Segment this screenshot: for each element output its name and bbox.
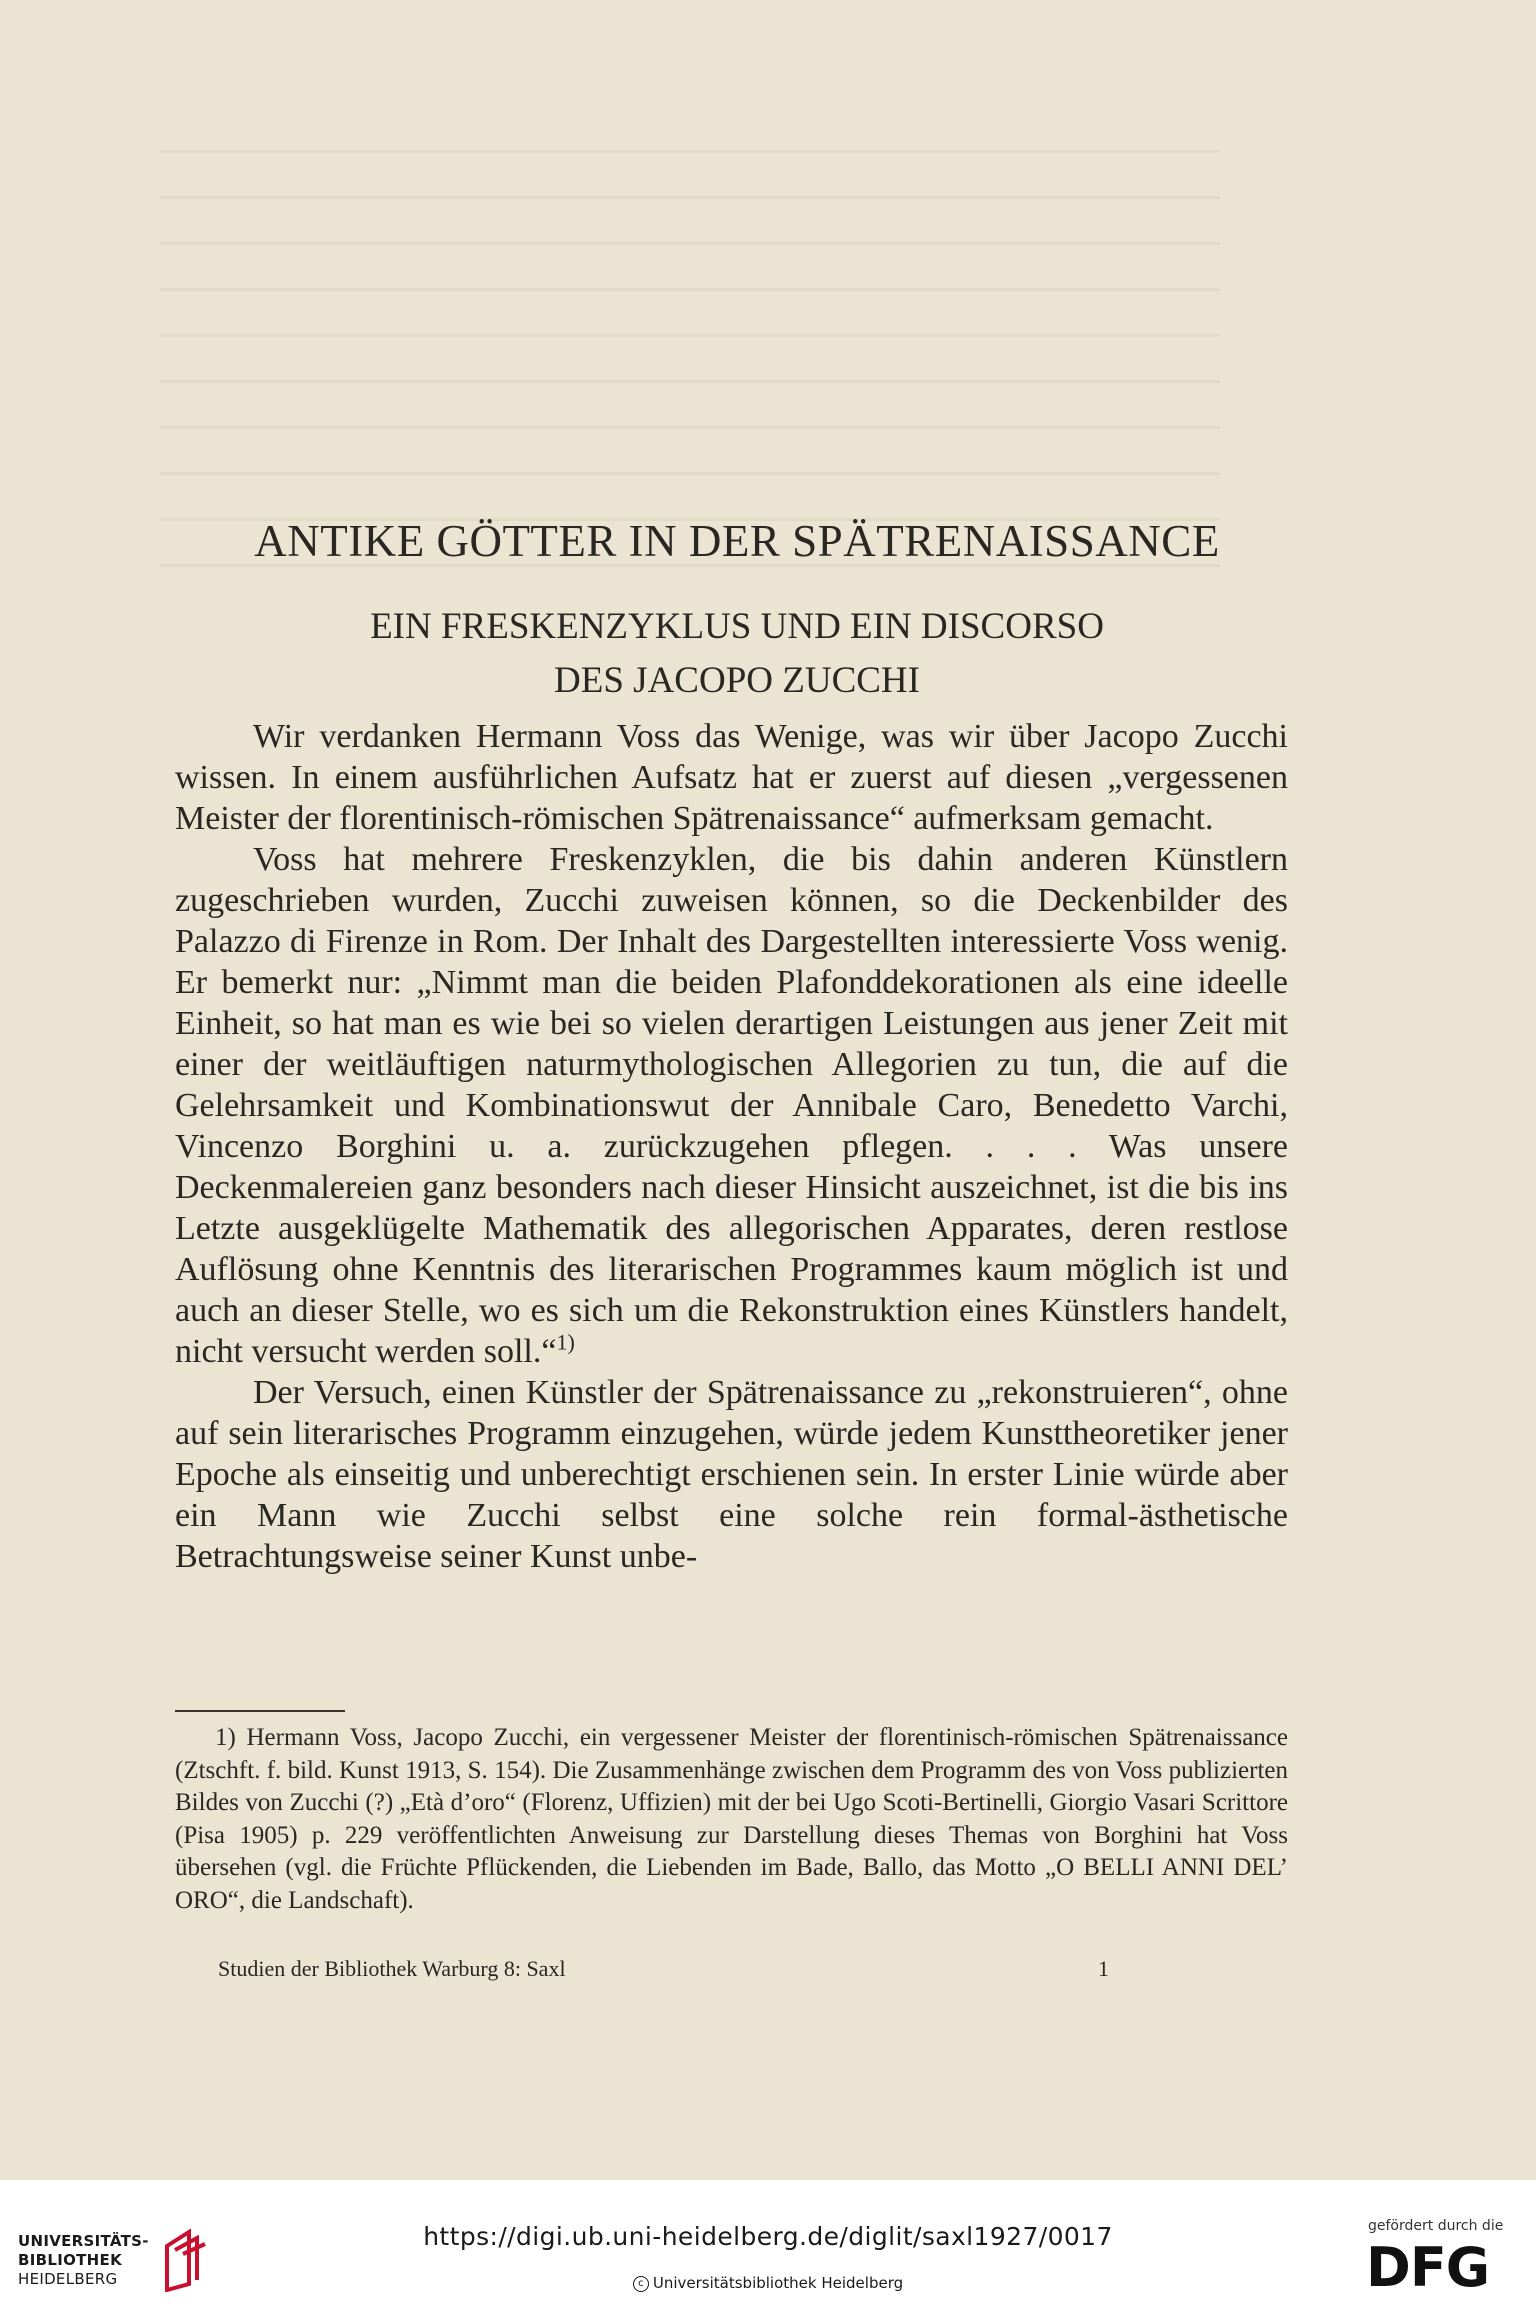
body-text (175, 716, 1288, 1577)
paragraph-3: Der Versuch, einen Künstler der Spätrenaissance zu „rekonstruieren“, ohne auf sein literarisches Programm einzugehen, würde jedem Kunsttheoretiker jener Epoche als einseitig und unberechtigt erschienen sein. In erster Linie würde aber ein Mann wie Zucchi selbst eine solche rein formal-ästhetische Betrachtungsweise seiner Kunst unbe- (175, 1374, 1288, 1575)
footnote-divider (175, 1710, 345, 1712)
page-title: ANTIKE GÖTTER IN DER SPÄTRENAISSANCE (254, 516, 1220, 566)
logo-line-2: BIBLIOTHEK (18, 2250, 122, 2269)
permalink-url[interactable]: https://digi.ub.uni-heidelberg.de/diglit/saxl1927/0017 (423, 2222, 1113, 2251)
footnote-reference: 1) (556, 1329, 575, 1355)
copyright-notice (0, 2274, 1536, 2292)
paragraph-1: Wir verdanken Hermann Voss das Wenige, was wir über Jacopo Zucchi wissen. In einem ausführlichen Aufsatz hat er zuerst auf diesen „vergessenen Meister der florentinisch-römischen Spätrenaissance“ aufmerksam gemacht. (175, 718, 1288, 837)
paragraph-2 (175, 839, 1288, 1372)
page-number: 1 (1098, 1956, 1109, 1981)
paragraph-2-text: Voss hat mehrere Freskenzyklen, die bis dahin anderen Künstlern zugeschrieben wurden, Zucchi zuweisen können, so die Deckenbilder des Palazzo di Firenze in Rom. Der Inhalt des Dargestellten interessierte Voss wenig. Er bemerkt nur: „Nimmt man die beiden Plafonddekorationen als eine ideelle Einheit, so hat man es wie bei so vielen derartigen Leistungen aus jener Zeit mit einer der weitläuftigen naturmythologischen Allegorien zu tun, die auf die Gelehrsamkeit und Kombinationswut der Annibale Caro, Benedetto Varchi, Vincenzo Borghini u. a. zurückzugehen pflegen. . . . Was unsere Deckenmalereien ganz besonders nach dieser Hinsicht auszeichnet, ist die bis ins Letzte ausgeklügelte Mathematik des allegorischen Apparates, deren restlose Auflösung ohne Kenntnis des literarischen Programmes kaum möglich ist und auch an dieser Stelle, wo es sich um die Rekonstruktion eines Künstlers handelt, nicht versucht werden soll.“ (175, 841, 1288, 1370)
footnote-text: 1) Hermann Voss, Jacopo Zucchi, ein vergessener Meister der florentinisch-römischen Spätrenaissance (Ztschft. f. bild. Kunst 1913, S. 154). Die Zusammenhänge zwischen dem Programm des von Voss publizierten Bildes von Zucchi (?) „Età d’oro“ (Florenz, Uffizien) mit der bei Ugo Scoti-Bertinelli, Giorgio Vasari Scrittore (Pisa 1905) p. 229 veröffentlichten Anweisung zur Darstellung dieses Themas von Borghini hat Voss übersehen (vgl. die Früchte Pflückenden, die Liebenden im Bade, Ballo, das Motto „O BELLI ANNI DEL’ ORO“, die Landschaft). (175, 1724, 1288, 1914)
logo-line-1: UNIVERSITÄTS- (18, 2231, 149, 2250)
funding-note: gefördert durch die (1368, 2218, 1504, 2234)
logo-line-3: HEIDELBERG (18, 2269, 118, 2288)
dfg-logo[interactable]: DFG (1366, 2236, 1490, 2299)
copyright-text: Universitätsbibliothek Heidelberg (652, 2274, 904, 2292)
running-footer: Studien der Bibliothek Warburg 8: Saxl (218, 1956, 566, 1981)
subtitle-line-1: EIN FRESKENZYKLUS UND EIN DISCORSO (370, 606, 1104, 647)
page-subtitle (0, 600, 1474, 708)
footnote (175, 1722, 1288, 1917)
subtitle-line-2: DES JACOPO ZUCCHI (554, 660, 920, 701)
copyright-icon: c (633, 2276, 649, 2292)
